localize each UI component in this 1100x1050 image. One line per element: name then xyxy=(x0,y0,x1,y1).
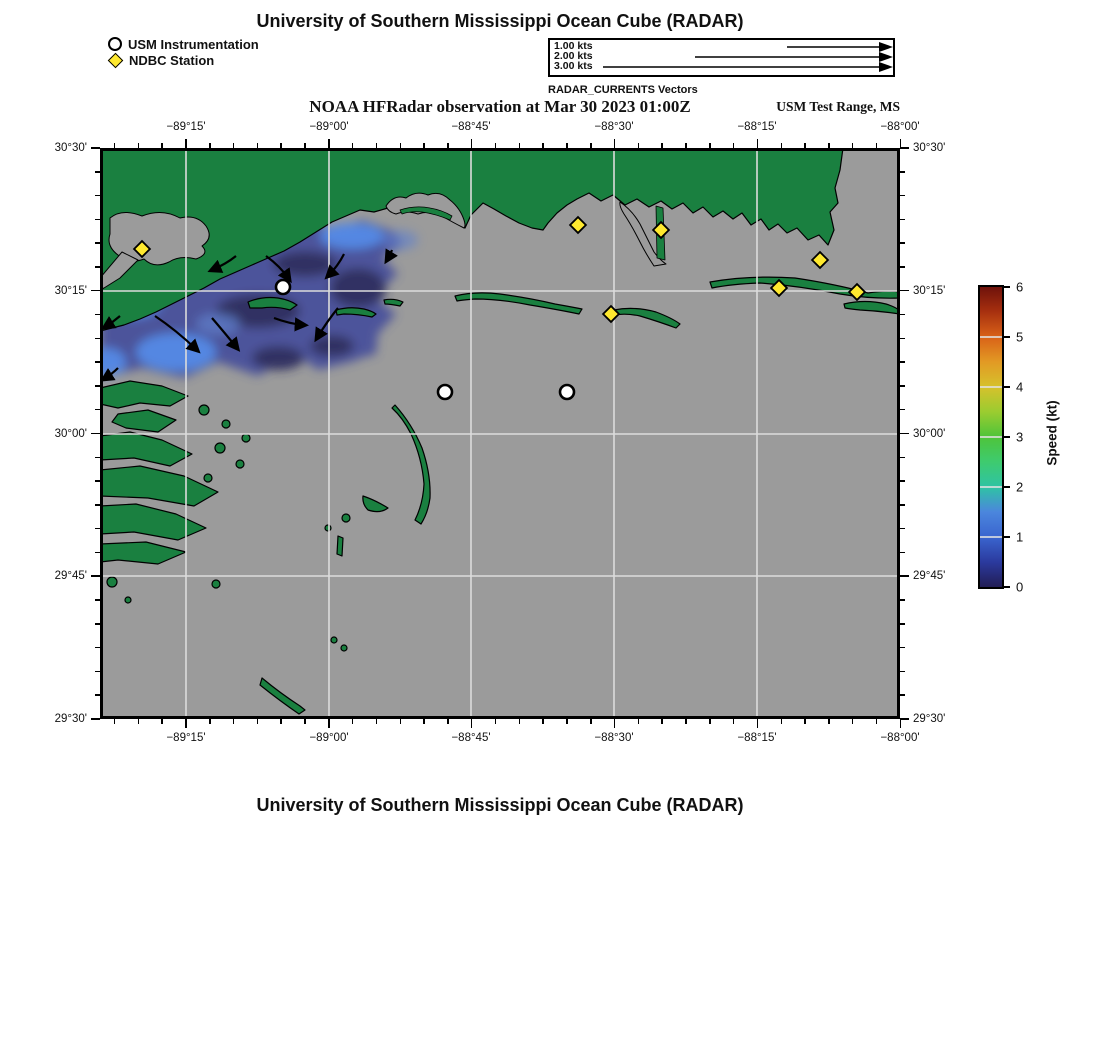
axis-tick-top xyxy=(590,143,592,148)
axis-tick-left xyxy=(95,171,100,173)
colorbar-tick-label: 0 xyxy=(1016,579,1024,595)
axis-tick-top xyxy=(828,143,830,148)
lat-tick-label-left: 29°30' xyxy=(54,713,87,725)
colorbar-tick-label: 6 xyxy=(1016,279,1024,295)
axis-tick-bottom xyxy=(709,719,711,724)
axis-tick-right xyxy=(900,599,905,601)
axis-tick-bottom xyxy=(233,719,235,724)
axis-tick-right xyxy=(900,433,909,435)
usm-instrumentation-marker xyxy=(276,280,290,294)
lat-tick-label-right: 29°45' xyxy=(913,570,946,582)
axis-tick-top xyxy=(233,143,235,148)
colorbar-level-line xyxy=(980,436,1002,438)
colorbar-level-line xyxy=(980,336,1002,338)
axis-tick-right xyxy=(900,338,905,340)
axis-tick-left xyxy=(95,385,100,387)
usm-circle-icon xyxy=(108,37,122,51)
axis-tick-right xyxy=(900,671,905,673)
colorbar-tickmark xyxy=(1002,586,1010,588)
axis-tick-right xyxy=(900,647,905,649)
axis-tick-top xyxy=(757,139,759,148)
colorbar-tickmark xyxy=(1002,536,1010,538)
axis-tick-bottom xyxy=(400,719,402,724)
axis-tick-bottom xyxy=(661,719,663,724)
map-area xyxy=(54,121,946,744)
axis-tick-left xyxy=(95,457,100,459)
axis-tick-bottom xyxy=(304,719,306,724)
axis-tick-left xyxy=(91,147,100,149)
lon-tick-label-top: −89°15' xyxy=(166,121,206,133)
vector-scale-arrows xyxy=(550,40,893,75)
axis-tick-top xyxy=(661,143,663,148)
axis-tick-right xyxy=(900,528,905,530)
colorbar-tickmark xyxy=(1002,436,1010,438)
axis-tick-left xyxy=(95,504,100,506)
axis-tick-top xyxy=(876,143,878,148)
legend-ndbc-label: NDBC Station xyxy=(129,52,215,68)
scale-arrow-head xyxy=(879,42,893,52)
lon-tick-label-bottom: −88°45' xyxy=(451,732,491,744)
axis-tick-top xyxy=(566,143,568,148)
axis-tick-top xyxy=(185,139,187,148)
axis-tick-bottom xyxy=(447,719,449,724)
axis-tick-right xyxy=(900,385,905,387)
axis-tick-right xyxy=(900,361,905,363)
axis-tick-top xyxy=(138,143,140,148)
lon-tick-label-top: −88°30' xyxy=(594,121,634,133)
figure-title: University of Southern Mississippi Ocean Cube (RADAR) xyxy=(256,11,744,31)
colorbar-level-line xyxy=(980,386,1002,388)
axis-tick-bottom xyxy=(638,719,640,724)
lon-tick-label-top: −88°45' xyxy=(451,121,491,133)
axis-tick-bottom xyxy=(900,719,902,728)
axis-tick-right xyxy=(900,290,909,292)
axis-tick-top xyxy=(614,139,616,148)
lon-tick-label-top: −88°00' xyxy=(880,121,920,133)
axis-tick-right xyxy=(900,480,905,482)
colorbar-tick-label: 1 xyxy=(1016,529,1024,545)
axis-tick-left xyxy=(95,480,100,482)
axis-tick-top xyxy=(495,143,497,148)
vector-box-caption: RADAR_CURRENTS Vectors xyxy=(548,84,698,96)
axis-tick-top xyxy=(685,143,687,148)
axis-tick-bottom xyxy=(828,719,830,724)
axis-tick-bottom xyxy=(804,719,806,724)
observation-subtitle: NOAA HFRadar observation at Mar 30 2023 01:00Z xyxy=(309,97,691,116)
axis-tick-bottom xyxy=(471,719,473,728)
lon-tick-label-top: −88°15' xyxy=(737,121,777,133)
axis-tick-bottom xyxy=(781,719,783,724)
axis-tick-right xyxy=(900,552,905,554)
axis-tick-top xyxy=(257,143,259,148)
axis-tick-bottom xyxy=(566,719,568,724)
axis-tick-bottom xyxy=(185,719,187,728)
scale-arrow-head xyxy=(879,62,893,72)
lat-tick-label-left: 30°30' xyxy=(54,142,87,154)
axis-tick-bottom xyxy=(352,719,354,724)
axis-tick-left xyxy=(95,671,100,673)
axis-tick-top xyxy=(733,143,735,148)
axis-tick-left xyxy=(95,266,100,268)
colorbar-tickmark xyxy=(1002,386,1010,388)
axis-tick-top xyxy=(376,143,378,148)
axis-tick-bottom xyxy=(590,719,592,724)
lon-tick-label-bottom: −88°15' xyxy=(737,732,777,744)
lat-tick-label-right: 30°15' xyxy=(913,285,946,297)
vector-scale-box xyxy=(548,38,895,77)
lon-tick-label-bottom: −89°15' xyxy=(166,732,206,744)
axis-tick-right xyxy=(900,147,909,149)
lat-tick-label-right: 30°00' xyxy=(913,428,946,440)
usm-instrumentation-marker xyxy=(560,385,574,399)
lon-tick-label-bottom: −88°30' xyxy=(594,732,634,744)
axis-tick-left xyxy=(95,409,100,411)
axis-tick-bottom xyxy=(614,719,616,728)
lat-tick-label-left: 29°45' xyxy=(54,570,87,582)
axis-tick-left xyxy=(95,528,100,530)
axis-tick-top xyxy=(709,143,711,148)
usm-instrumentation-marker xyxy=(438,385,452,399)
axis-tick-right xyxy=(900,195,905,197)
axis-tick-bottom xyxy=(376,719,378,724)
vector-scale-1kt-label: 1.00 kts xyxy=(554,40,593,52)
axis-tick-right xyxy=(900,219,905,221)
axis-tick-left xyxy=(91,575,100,577)
axis-tick-left xyxy=(91,290,100,292)
axis-tick-top xyxy=(352,143,354,148)
axis-tick-bottom xyxy=(161,719,163,724)
axis-tick-top xyxy=(852,143,854,148)
footer-title: University of Southern Mississippi Ocean Cube (RADAR) xyxy=(256,795,744,815)
axis-tick-bottom xyxy=(423,719,425,724)
axis-tick-left xyxy=(95,338,100,340)
axis-tick-right xyxy=(900,504,905,506)
axis-tick-right xyxy=(900,314,905,316)
axis-tick-left xyxy=(95,361,100,363)
axis-tick-top xyxy=(209,143,211,148)
axis-tick-bottom xyxy=(257,719,259,724)
axis-tick-left xyxy=(95,623,100,625)
scale-arrow-head xyxy=(879,52,893,62)
axis-tick-right xyxy=(900,266,905,268)
colorbar-axis-label: Speed (kt) xyxy=(1044,400,1060,466)
colorbar-level-line xyxy=(980,536,1002,538)
axis-tick-top xyxy=(400,143,402,148)
axis-tick-left xyxy=(95,694,100,696)
axis-tick-left xyxy=(95,647,100,649)
axis-tick-left xyxy=(95,242,100,244)
axis-tick-right xyxy=(900,718,909,720)
axis-tick-bottom xyxy=(733,719,735,724)
axis-tick-bottom xyxy=(114,719,116,724)
axis-tick-left xyxy=(95,599,100,601)
axis-tick-right xyxy=(900,409,905,411)
axis-tick-top xyxy=(447,143,449,148)
axis-tick-bottom xyxy=(328,719,330,728)
axis-tick-bottom xyxy=(519,719,521,724)
axis-tick-right xyxy=(900,457,905,459)
legend-item-usm xyxy=(108,36,259,52)
axis-tick-bottom xyxy=(495,719,497,724)
colorbar-tick-label: 5 xyxy=(1016,329,1024,345)
axis-tick-top xyxy=(471,139,473,148)
axis-tick-left xyxy=(95,314,100,316)
axis-tick-top xyxy=(280,143,282,148)
legend xyxy=(108,36,259,68)
axis-tick-top xyxy=(304,143,306,148)
test-range-label: USM Test Range, MS xyxy=(776,99,900,114)
axis-tick-right xyxy=(900,242,905,244)
axis-tick-bottom xyxy=(542,719,544,724)
vector-scale-3kt-label: 3.00 kts xyxy=(554,60,593,72)
axis-tick-top xyxy=(542,143,544,148)
colorbar-tickmark xyxy=(1002,336,1010,338)
lat-tick-label-left: 30°00' xyxy=(54,428,87,440)
axis-tick-right xyxy=(900,575,909,577)
lat-tick-label-right: 29°30' xyxy=(913,713,946,725)
axis-tick-bottom xyxy=(852,719,854,724)
ndbc-diamond-icon xyxy=(108,52,124,68)
vector-scale-2kt-label: 2.00 kts xyxy=(554,50,593,62)
axis-tick-top xyxy=(328,139,330,148)
axis-tick-left xyxy=(95,219,100,221)
colorbar-tickmark xyxy=(1002,486,1010,488)
colorbar-tick-label: 3 xyxy=(1016,429,1024,445)
axis-tick-top xyxy=(114,143,116,148)
axis-tick-bottom xyxy=(209,719,211,724)
axis-tick-bottom xyxy=(757,719,759,728)
axis-tick-top xyxy=(781,143,783,148)
axis-tick-left xyxy=(91,433,100,435)
colorbar-tick-label: 2 xyxy=(1016,479,1024,495)
axis-tick-left xyxy=(91,718,100,720)
speed-colorbar xyxy=(978,279,1024,595)
axis-tick-top xyxy=(519,143,521,148)
legend-usm-label: USM Instrumentation xyxy=(128,36,259,52)
axis-tick-right xyxy=(900,171,905,173)
axis-tick-right xyxy=(900,623,905,625)
axis-tick-bottom xyxy=(138,719,140,724)
lon-tick-label-bottom: −88°00' xyxy=(880,732,920,744)
lon-tick-label-top: −89°00' xyxy=(309,121,349,133)
colorbar-tick-label: 4 xyxy=(1016,379,1024,395)
axis-tick-left xyxy=(95,195,100,197)
axis-tick-top xyxy=(804,143,806,148)
colorbar-tickmark xyxy=(1002,286,1010,288)
axis-tick-top xyxy=(423,143,425,148)
legend-item-ndbc xyxy=(108,52,259,68)
lat-tick-label-left: 30°15' xyxy=(54,285,87,297)
axis-tick-bottom xyxy=(876,719,878,724)
lon-tick-label-bottom: −89°00' xyxy=(309,732,349,744)
axis-tick-right xyxy=(900,694,905,696)
axis-tick-top xyxy=(638,143,640,148)
map-plot xyxy=(100,148,900,719)
axis-tick-left xyxy=(95,552,100,554)
axis-tick-bottom xyxy=(685,719,687,724)
colorbar-level-line xyxy=(980,486,1002,488)
axis-tick-top xyxy=(161,143,163,148)
axis-tick-bottom xyxy=(280,719,282,724)
lat-tick-label-right: 30°30' xyxy=(913,142,946,154)
